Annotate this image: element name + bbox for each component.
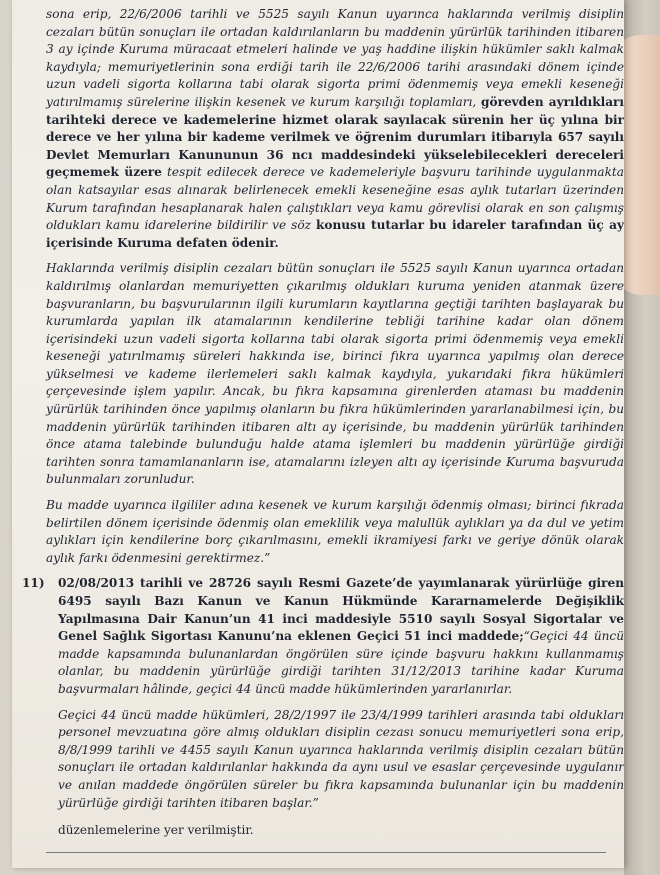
intro-text-2: tespit edilecek derece ve kademeleriyle başvuru tarihinde uygulanmakta olan katsayılar esas alınarak belirlenecek emekli keseneğine esas aylık tutarları üzerinden Kurum tarafından hesaplanarak halen çalıştıkları veya kamu görevlisi olarak en son çalışmış oldukları kamu idarelerine bildirilir ve söz (46, 165, 624, 233)
document-page (12, 0, 624, 868)
closing-text: düzenlemelerine yer verilmiştir. (58, 823, 254, 838)
intro-bold-1: görevden ayrıldıkları tarihteki derece ve kademelerine hizmet olarak sayılacak sürenin her üç yılına bir derece ve her yılına bir kademe verilmek ve öğrenim durumları itibarıyla 657 sayılı Devlet Memurları Kanununun 36 ncı maddesindeki yükselebilecekleri dereceleri geçmemek üzere (46, 94, 624, 180)
list-item-11 (22, 575, 624, 847)
item-11-heading (58, 575, 624, 698)
item-11-quote: “Geçici 44 üncü madde kapsamında bulunanlardan öngörülen süre içinde başvuru hakkını kullanmamış olanlar, bu maddenin yürürlüğe girdiği tarihten 31/12/2013 tarihine kadar Kuruma başvurmaları hâlinde, geçici 44 üncü madde hükümlerinden yararlanırlar. (58, 629, 624, 696)
item-number: 11) (22, 576, 45, 591)
intro-paragraph (46, 6, 624, 252)
intro-text-1: sona erip, 22/6/2006 tarihli ve 5525 sayılı Kanun uyarınca haklarında verilmiş disiplin cezaları bütün sonuçları ile ortadan kaldırılanların bu maddenin yürürlük tarihinden itibaren 3 ay içinde Kuruma müracaat etmeleri halinde ve yaş haddine ilişkin hükümler saklı kalmak kaydıyla; memuriyetlerinin sona erdiği tarih ile 22/6/2006 tarihi arasındaki dönem içinde uzun vadeli sigorta kollarına tabi olarak sigorta primi ödenmemiş veya emekli keseneği yatırılmamış sürelerine ilişkin kesenek ve kurum karşılığı toplamları, (46, 7, 624, 109)
bottom-rule (46, 852, 606, 853)
intro-bold-2: konusu tutarlar bu idareler tarafından üç ay içerisinde Kuruma defaten ödenir. (46, 218, 624, 250)
document-content (22, 6, 624, 848)
paragraph-appointment: Haklarında verilmiş disiplin cezaları bütün sonuçları ile 5525 sayılı Kanun uyarınca ortadan kaldırılmış olanlardan memuriyetten çıkarılmış oldukları kuruma yeniden atanmak üzere başvuranların, bu başvurularının ilgili kurumların kayıtlarına geçtiği tarihten başlayarak bu kurumlarda yapılan ilk atamalarının kendilerine tebliği tarihine kadar olan dönem içerisindeki uzun vadeli sigorta kollarına tabi olarak sigorta primi ödenmemiş veya emekli keseneği yatırılmamış süreleri hakkında ise, birinci fıkra uyarınca yapılmış olan derece yükselmesi ve kademe ilerlemeleri saklı kalmak kaydıyla, yukarıdaki fıkra hükümleri çerçevesinde işlem yapılır. Ancak, bu fıkra kapsamına girenlerden ataması bu maddenin yürürlük tarihinden önce yapılmış olanların bu fıkra hükümlerinden yararlanabilmesi için, bu maddenin yürürlük tarihinden itibaren altı ay içerisinde, bu maddenin yürürlük tarihinden önce atama talebinde bulunduğu halde atama işlemleri bu maddenin yürürlüğe girdiği tarihten sonra tamamlananların ise, atamalarını izleyen altı ay içerisinde Kuruma başvuruda bulunmaları zorunludur. (46, 261, 624, 487)
item-11-bold-text: 02/08/2013 tarihli ve 28726 sayılı Resmi Gazete’de yayımlanarak yürürlüğe giren 6495 sayılı Bazı Kanun ve Kanun Hükmünde Kararnamelerde Değişiklik Yapılmasına Dair Kanun’un 41 inci maddesiyle 5510 sayılı Sosyal Sigortalar ve Genel Sağlık Sigortası Kanunu’na eklenen Geçici 51 inci maddede; (58, 576, 624, 644)
paragraph-contribution: Bu madde uyarınca ilgililer adına kesenek ve kurum karşılığı ödenmiş olması; birinci fıkrada belirtilen dönem içerisinde ödenmiş olan emeklilik veya malullük aylıkları ya da dul ve yetim aylıkları için kendilerine borç çıkarılmasını, emekli ikramiyesi farkı ve geriye dönük olarak aylık farkı ödenmesini gerektirmez.” (46, 498, 624, 565)
item-11-paragraph: Geçici 44 üncü madde hükümleri, 28/2/1997 ile 23/4/1999 tarihleri arasında tabi oldukları personel mevzuatına göre almış oldukları disiplin cezası sonucu memuriyetleri sona erip, 8/8/1999 tarihli ve 4455 sayılı Kanun uyarınca haklarında verilmiş disiplin cezaları bütün sonuçları ile ortadan kaldırılanlar hakkında da aynı usul ve esaslar çerçevesinde uygulanır ve anılan maddede öngörülen süreler bu fıkra kapsamında bulunanlar için bu maddenin yürürlüğe girdiği tarihten itibaren başlar.” (58, 707, 624, 810)
item-body (58, 575, 624, 847)
